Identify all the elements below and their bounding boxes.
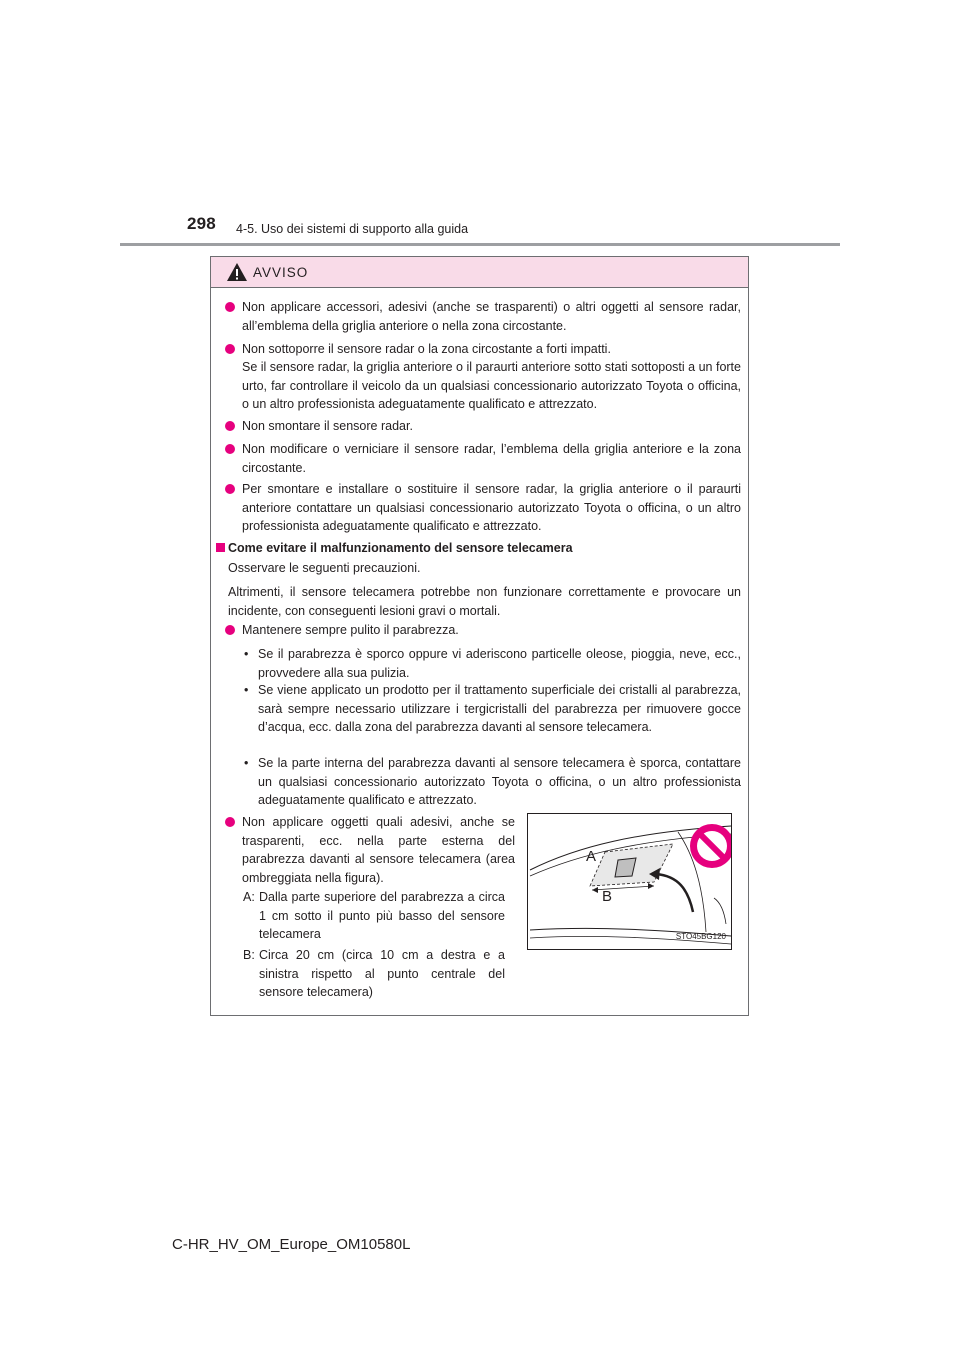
page-number: 298 <box>187 214 216 233</box>
list-item: Non applicare accessori, adesivi (anche se trasparenti) o altri oggetti al sensore radar, all’emblema della griglia anteriore o nella zona circostante. <box>225 298 741 335</box>
windshield-camera-figure <box>527 813 732 950</box>
section-title: 4-5. Uso dei sistemi di supporto alla guida <box>236 222 469 236</box>
list-item: Per smontare e installare o sostituire il sensore radar, la griglia anteriore o il paraurti anteriore contattare un qualsiasi concessionario autorizzato Toyota o officina, o un altro professionista adeguatamente qualificato e attrezzato. <box>225 480 741 536</box>
list-item: Non sottoporre il sensore radar o la zona circostante a forti impatti. <box>225 340 741 359</box>
definition-a: A: Dalla parte superiore del parabrezza a circa 1 cm sotto il punto più basso del sensore telecamera <box>243 890 505 941</box>
list-item: Non modificare o verniciare il sensore radar, l’emblema della griglia anteriore e la zona circostante. <box>225 440 741 477</box>
sub-list-item: • Se viene applicato un prodotto per il trattamento superficiale dei cristalli al parabrezza, sarà sempre necessario utilizzare i tergicristalli del parabrezza per rimuovere gocce d’acqua, ecc. dalla zona del parabrezza davanti al sensore telecamera. <box>244 683 741 734</box>
bullet-icon <box>225 421 235 431</box>
sub-list-item: • Se la parte interna del parabrezza davanti al sensore telecamera è sporca, contattare un qualsiasi concessionario autorizzato Toyota o officina, o un altro professionista adeguatamente qualificato e attrezzato. <box>244 756 741 807</box>
bullet-icon <box>225 444 235 454</box>
definition-b: B: Circa 20 cm (circa 10 cm a destra e a sinistra rispetto al punto centrale del sensore telecamera) <box>243 948 505 999</box>
paragraph: Osservare le seguenti precauzioni. <box>228 561 421 575</box>
warning-header <box>211 257 748 288</box>
bullet-icon <box>225 344 235 354</box>
camera-subheading: Come evitare il malfunzionamento del sensore telecamera <box>216 539 741 558</box>
paragraph: Altrimenti, il sensore telecamera potrebbe non funzionare correttamente e provocare un incidente, con conseguenti lesioni gravi o mortali. <box>228 585 741 618</box>
warning-box <box>210 256 749 1016</box>
bullet-icon <box>225 625 235 635</box>
sub-list-item: • Se il parabrezza è sporco oppure vi aderiscono particelle oleose, pioggia, neve, ecc., provvedere alla sua pulizia. <box>244 647 741 680</box>
paragraph: Se il sensore radar, la griglia anteriore o il paraurti anteriore sotto stati sottoposti a un forte urto, far controllare il veicolo da un qualsiasi concessionario autorizzato Toyota o officina, o un altro professionista adeguatamente qualificato e attrezzato. <box>242 360 741 411</box>
bullet-icon <box>225 484 235 494</box>
figure-label-a: A <box>586 848 597 865</box>
document-id: C-HR_HV_OM_Europe_OM10580L <box>172 1236 411 1253</box>
list-item: Non applicare oggetti quali adesivi, anche se trasparenti, ecc. nella parte esterna del parabrezza davanti al sensore telecamera (area ombreggiata nella figura). <box>225 813 515 887</box>
square-bullet-icon <box>216 543 225 552</box>
warning-triangle-icon <box>226 262 248 282</box>
list-item: Mantenere sempre pulito il parabrezza. <box>225 621 741 640</box>
figure-code: STO45BG120 <box>675 931 726 941</box>
list-item: Non smontare il sensore radar. <box>225 417 741 436</box>
header-divider <box>120 243 840 246</box>
figure-label-b: B <box>602 888 613 905</box>
bullet-icon <box>225 302 235 312</box>
bullet-icon <box>225 817 235 827</box>
warning-title: AVVISO <box>253 265 309 280</box>
